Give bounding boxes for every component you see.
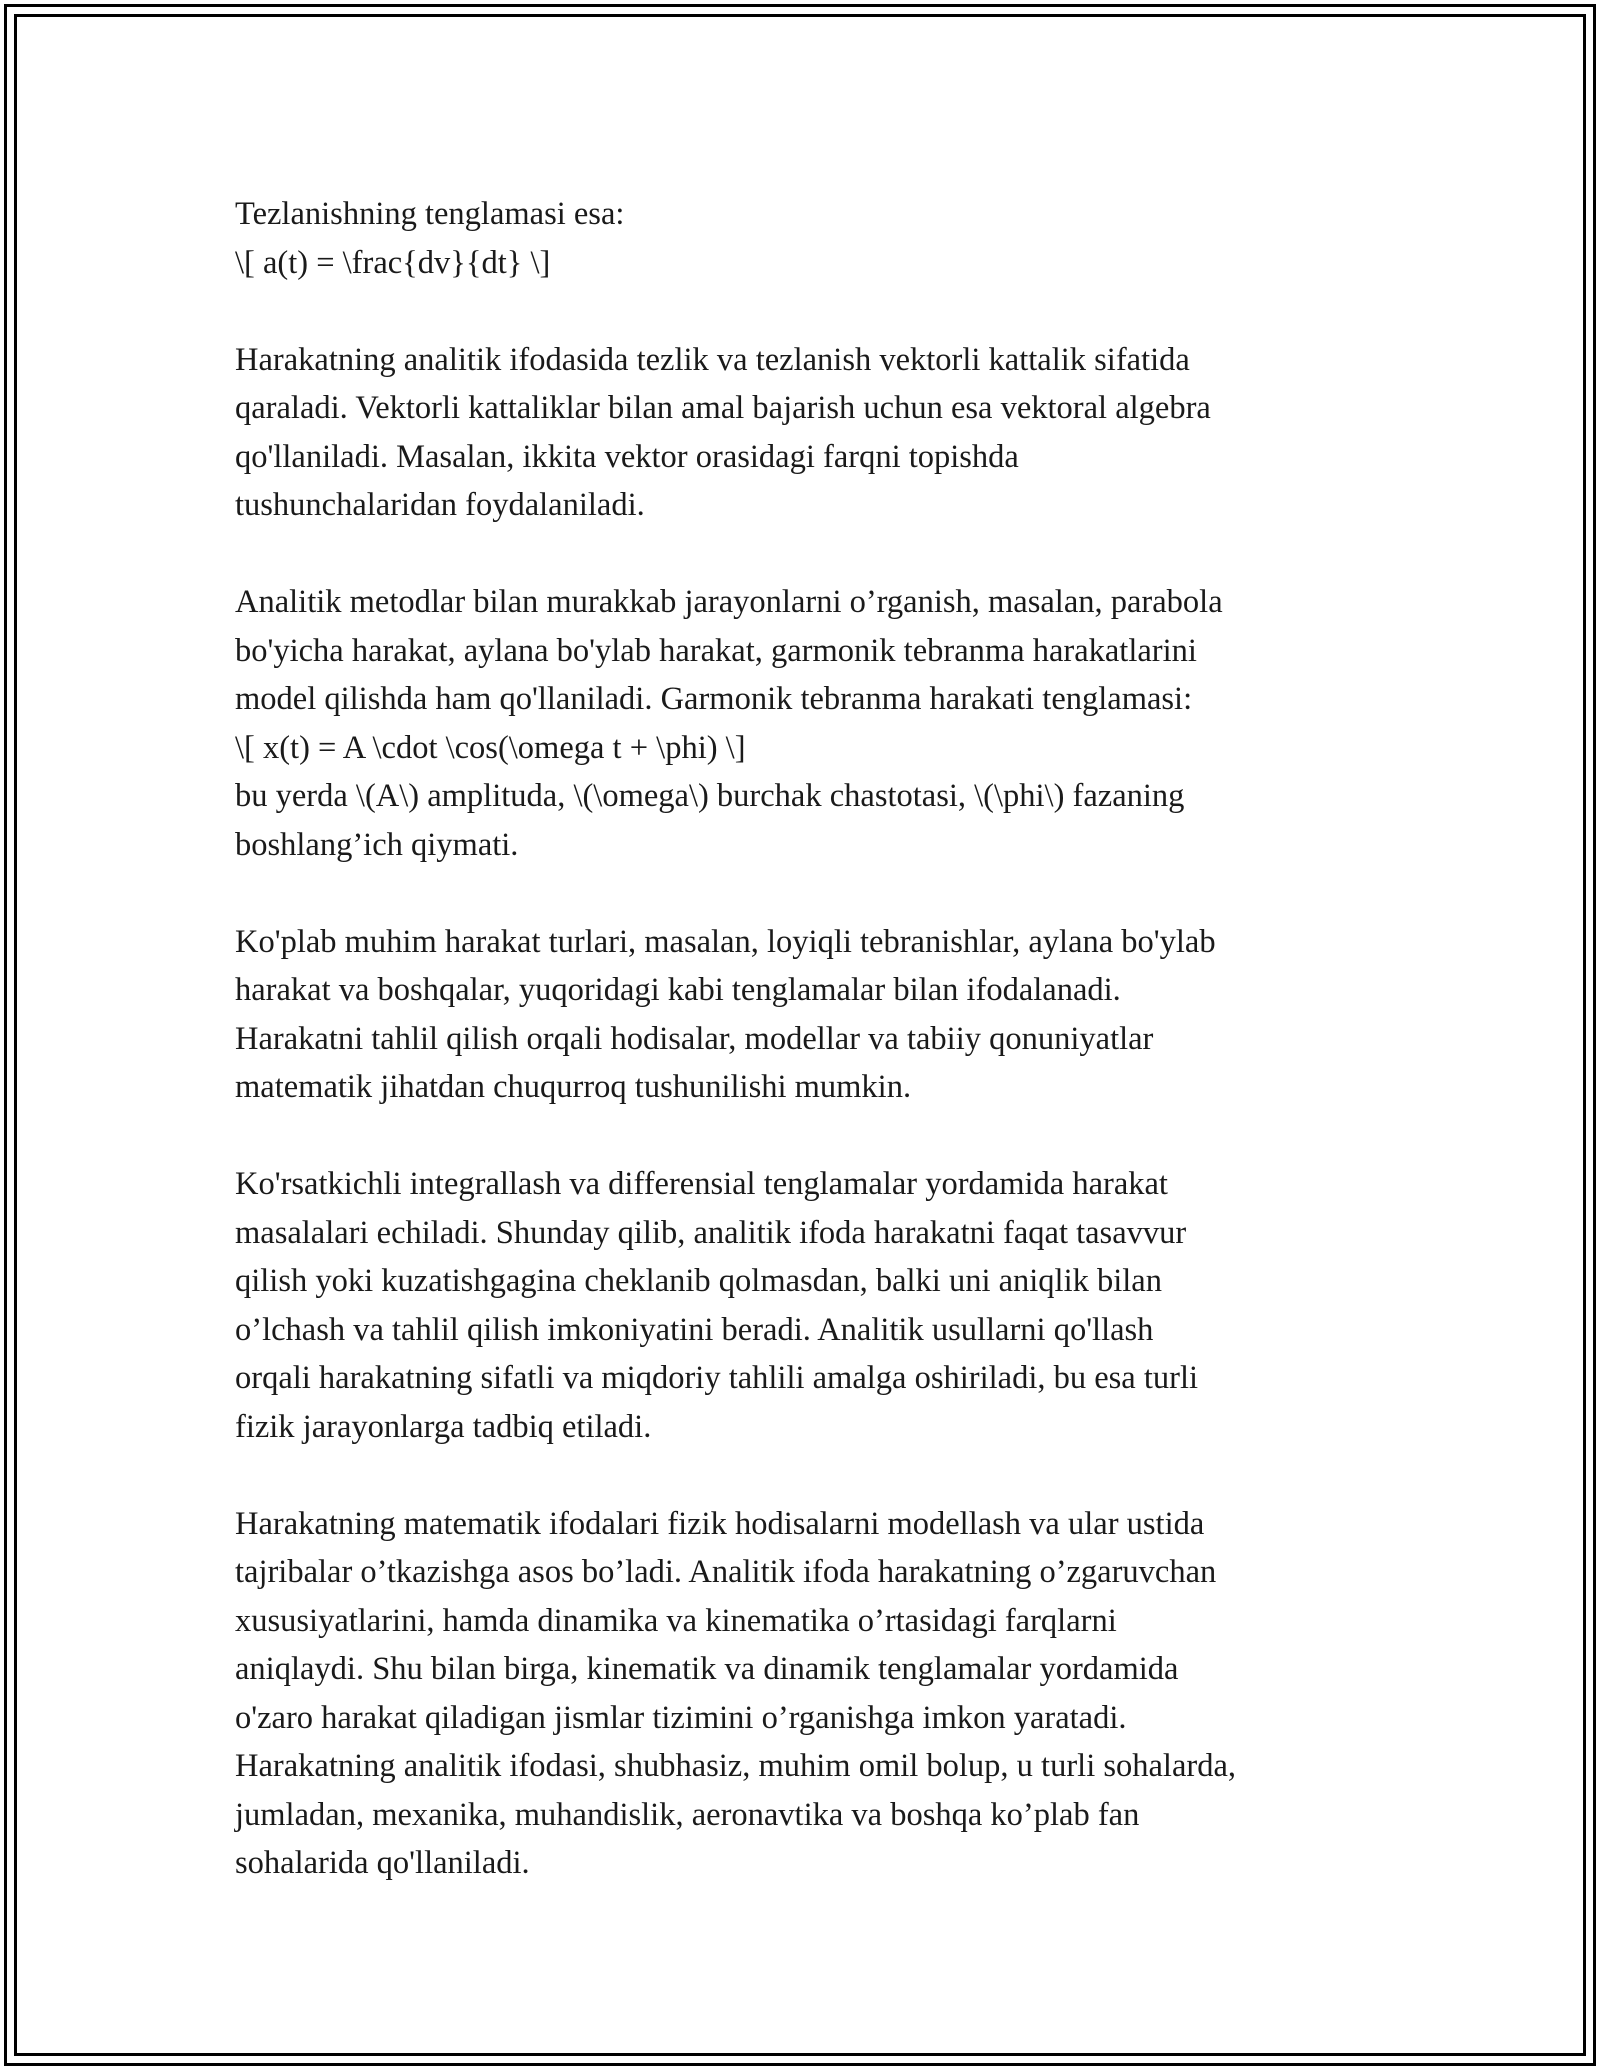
document-body <box>235 190 1405 1888</box>
paragraph-acceleration-equation: Tezlanishning tenglamasi esa: \[ a(t) = \frac{dv}{dt} \] <box>235 196 625 281</box>
paragraph-integration-methods: Ko'rsatkichli integrallash va differensial tenglamalar yordamida harakat masalalari echiladi. Shunday qilib, analitik ifoda harakatni faqat tasavvur qilish yoki kuzatishgagina cheklanib qolmasdan, balki uni aniqlik bilan o’lchash va tahlil qilish imkoniyatini beradi. Analitik usullarni qo'llash orqali harakatning sifatli va miqdoriy tahlili amalga oshiriladi, bu esa turli fizik jarayonlarga tadbiq etiladi. <box>235 1166 1199 1445</box>
paragraph-vector-quantities: Harakatning analitik ifodasida tezlik va tezlanish vektorli kattalik sifatida qaraladi. Vektorli kattaliklar bilan amal bajarish uchun esa vektoral algebra qo'llaniladi. Masalan, ikkita vektor orasidagi farqni topishda tushunchalaridan foydalaniladi. <box>235 341 1211 523</box>
paragraph-motion-types: Ko'plab muhim harakat turlari, masalan, loyiqli tebranishlar, aylana bo'ylab harakat va boshqalar, yuqoridagi kabi tenglamalar bilan ifodalanadi. Harakatni tahlil qilish orqali hodisalar, modellar va tabiiy qonuniyatlar matematik jihatdan chuqurroq tushunilishi mumkin. <box>235 923 1216 1105</box>
paragraph-mathematical-expressions: Harakatning matematik ifodalari fizik hodisalarni modellash va ular ustida tajribalar o’tkazishga asos bo’ladi. Analitik ifoda harakatning o’zgaruvchan xususiyatlarini, hamda dinamika va kinematika o’rtasidagi farqlarni aniqlaydi. Shu bilan birga, kinematik va dinamik tenglamalar yordamida o'zaro harakat qiladigan jismlar tizimini o’rganishga imkon yaratadi. Harakatning analitik ifodasi, shubhasiz, muhim omil bolup, u turli sohalarda, jumladan, mexanika, muhandislik, aeronavtika va boshqa ko’plab fan sohalarida qo'llaniladi. <box>235 1505 1236 1881</box>
paragraph-harmonic-oscillation: Analitik metodlar bilan murakkab jarayonlarni o’rganish, masalan, parabola bo'yicha harakat, aylana bo'ylab harakat, garmonik tebranma harakatlarini model qilishda ham qo'llaniladi. Garmonik tebranma harakati tenglamasi: \[ x(t) = A \cdot \cos(\omega t + \phi) \] bu yerda \(A\) amplituda, \(\omega\) burchak chastotasi, \(\phi\) fazaning boshlang’ich qiymati. <box>235 584 1223 863</box>
